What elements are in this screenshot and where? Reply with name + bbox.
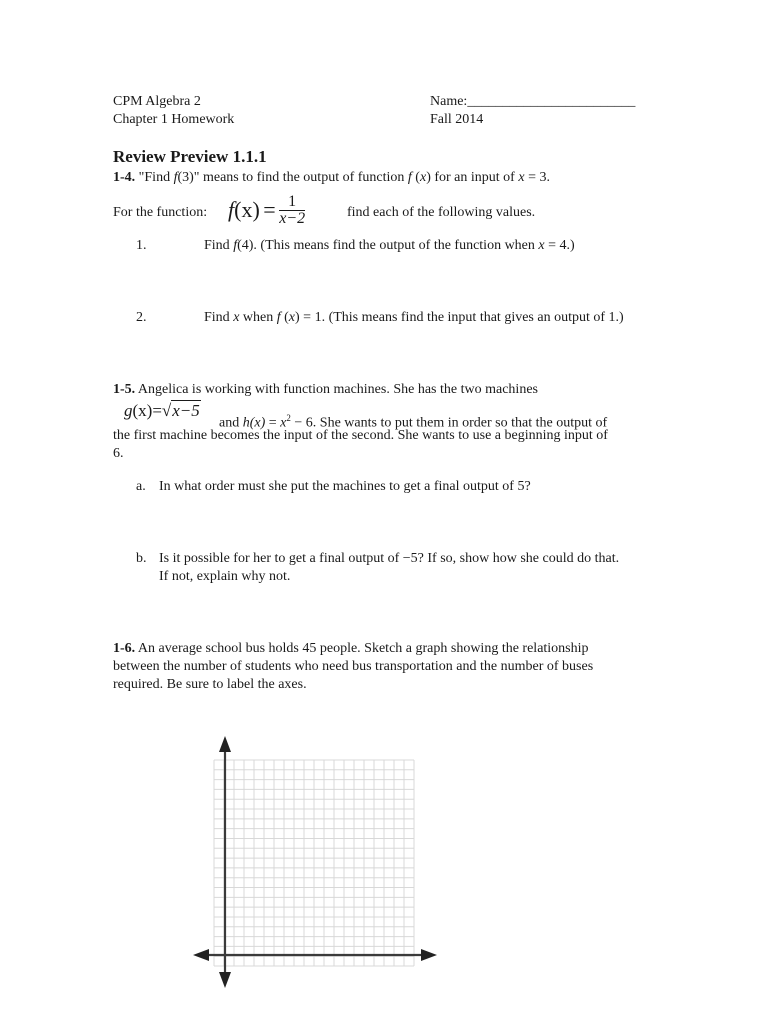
item-a-text: In what order must she put the machines to get a final output of 5? bbox=[159, 479, 531, 494]
g-lhs: g bbox=[124, 401, 133, 420]
item-letter: b. bbox=[136, 551, 147, 566]
for-function-label: For the function: bbox=[113, 205, 208, 220]
problem-1-4-intro bbox=[113, 169, 550, 187]
grid-lines bbox=[214, 760, 414, 966]
text-run: = 4.) bbox=[544, 238, 575, 253]
text-run: f bbox=[276, 310, 281, 325]
text-run: ( bbox=[280, 310, 289, 325]
formula-denominator: x−2 bbox=[279, 209, 306, 227]
g-equals: = bbox=[152, 401, 162, 420]
problem-number: 1-6. bbox=[113, 641, 136, 656]
arrow-right-icon bbox=[421, 949, 437, 961]
text-run: ) for an input of bbox=[426, 170, 519, 185]
text-run: "Find bbox=[135, 170, 174, 185]
superscript: 2 bbox=[286, 413, 291, 423]
text-run: f bbox=[233, 238, 238, 253]
item-number: 1. bbox=[136, 238, 147, 253]
g-paren: (x) bbox=[132, 401, 153, 420]
term-label: Fall 2014 bbox=[430, 112, 484, 127]
function-formula bbox=[228, 192, 305, 228]
text-run: − 6. She wants to put them in order so that the output of bbox=[290, 415, 608, 431]
formula-fraction bbox=[279, 194, 305, 227]
course-name: CPM Algebra 2 bbox=[113, 94, 201, 109]
item-b-text-line1: Is it possible for her to get a final output of −5? If so, show how she could do that. bbox=[159, 551, 620, 566]
problem-1-5-line4: 6. bbox=[113, 446, 124, 461]
item-letter: a. bbox=[136, 479, 146, 494]
g-radicand: x−5 bbox=[172, 401, 200, 420]
text-run: x bbox=[419, 170, 427, 185]
assignment-name: Chapter 1 Homework bbox=[113, 112, 235, 127]
text-run: (4). (This means find the output of the function when bbox=[237, 238, 539, 253]
formula-f: f bbox=[228, 197, 235, 222]
g-function-formula bbox=[124, 400, 201, 424]
arrow-up-icon bbox=[219, 736, 231, 752]
text-run: h(x) bbox=[242, 415, 266, 431]
radical-icon: √ bbox=[161, 401, 172, 420]
problem-1-6-line3: required. Be sure to label the axes. bbox=[113, 677, 307, 692]
text-run: x bbox=[288, 310, 296, 325]
text-run: x bbox=[280, 415, 287, 431]
text-run: ) = 1. (This means find the input that gives an output of 1.) bbox=[295, 310, 624, 325]
text-run: (3)" means to find the output of function bbox=[177, 170, 408, 185]
text-run: = bbox=[265, 415, 281, 431]
problem-1-5-intro bbox=[113, 381, 538, 399]
problem-number: 1-4. bbox=[113, 170, 136, 185]
formula-numerator: 1 bbox=[279, 194, 305, 211]
text-run: f bbox=[407, 170, 412, 185]
item-1-text bbox=[204, 237, 575, 255]
text-run: Angelica is working with function machines. She has the two machines bbox=[135, 382, 538, 397]
formula-equals: = bbox=[263, 197, 276, 222]
text-run: Find bbox=[204, 310, 234, 325]
name-field-label: Name:________________________ bbox=[430, 94, 636, 109]
find-values-text: find each of the following values. bbox=[347, 205, 536, 220]
problem-number: 1-5. bbox=[113, 382, 136, 397]
text-run: x bbox=[518, 170, 525, 185]
arrow-left-icon bbox=[193, 949, 209, 961]
problem-1-6-line2: between the number of students who need bus transportation and the number of buses bbox=[113, 659, 594, 674]
text-run: when bbox=[239, 310, 277, 325]
text-run: x bbox=[538, 238, 545, 253]
formula-paren: (x) bbox=[234, 197, 260, 222]
problem-1-6-line1 bbox=[113, 640, 589, 658]
axes bbox=[193, 736, 437, 988]
item-number: 2. bbox=[136, 310, 147, 325]
section-title: Review Preview 1.1.1 bbox=[113, 147, 267, 166]
text-run: An average school bus holds 45 people. Sketch a graph showing the relationship bbox=[135, 641, 589, 656]
text-run: Find bbox=[204, 238, 234, 253]
item-b-text-line2: If not, explain why not. bbox=[159, 569, 291, 584]
arrow-down-icon bbox=[219, 972, 231, 988]
text-run: f bbox=[173, 170, 178, 185]
text-run: ( bbox=[411, 170, 420, 185]
problem-1-5-line3: the first machine becomes the input of the second. She wants to use a beginning input of bbox=[113, 428, 608, 443]
coordinate-grid[interactable] bbox=[190, 732, 450, 992]
text-run: and bbox=[219, 415, 243, 431]
text-run: = 3. bbox=[524, 170, 550, 185]
text-run: x bbox=[233, 310, 240, 325]
item-2-text bbox=[204, 309, 624, 327]
